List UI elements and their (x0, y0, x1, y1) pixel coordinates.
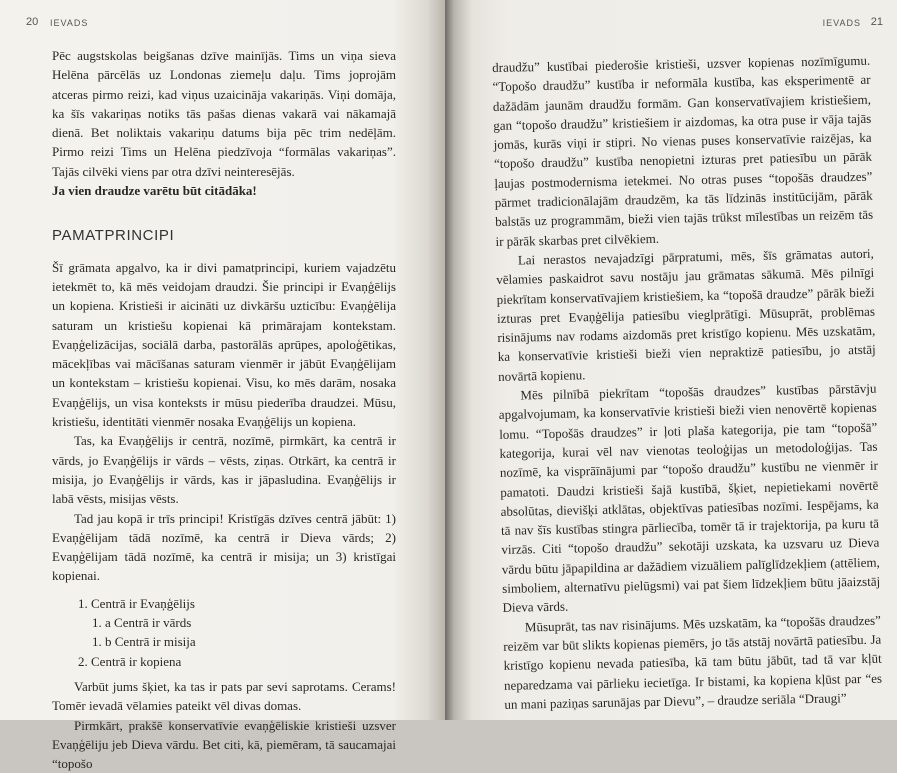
paragraph: Lai nerastos nevajadzīgi pārpratumi, mēs, šīs grāmatas autori, vēlamies paskaidrot savu nostāju jau grāmatas sākumā. Mēs pilnīgi piekrītam konservatīvajiem kristiešiem, ka “topošā draudze” pārāk bieži izturas pret Evaņģēlija patiesību vieglprātīgi. Mūsuprāt, problēmas risinājums nav rodams aizdomās pret kristīgo kopienu. Mēs uzskatām, ka konservatīvie kristieši bieži vien nepraktizē patiesību, jo atstāj novārtā kopienu. (496, 244, 877, 386)
paragraph: Šī grāmata apgalvo, ka ir divi pamatprincipi, kuriem vajadzētu ietekmēt to, kā mēs veidojam draudzi. Šie principi ir Evaņģēlijs un kopiena. Kristieši ir aicināti uz divkāršu uzticību: Evaņģēlija saturam un kristiešu kopienai kā primārajam kontekstam. Evaņģelizācijas, sociālā darba, pastorālās aprūpes, apoloģētikas, mācekļības vai mācīšanas saturam vienmēr ir jābūt Evaņģēlijam un kontekstam – kristiešu kopienai. Visu, ko mēs darām, nosaka Evaņģēlijs, un visa konteksts ir mūsu piederība draudzei. Mūsu, kristiešu, identitāti vienmēr nosaka Evaņģēlijs un kopiena. (52, 258, 396, 432)
paragraph: Pēc augstskolas beigšanas dzīve mainījās. Tims un viņa sieva Helēna pārcēlās uz Londonas ziemeļu daļu. Tims joprojām atceras pirmo reizi, kad viņus uzaicināja vakariņās. Viņi domāja, ka šīs vakariņas notiks tās pašas dienas vakarā vai nākamajā dienā. Bet noliktais vakariņu datums bija pēc trim nedēļām. Pirmo reizi Tims un Helēna piedzīvoja “formālas vakariņas”. Tajās cilvēki viens par otra dzīvi neinteresējās. (52, 46, 396, 181)
running-head: IEVADS (50, 18, 88, 28)
list-item: 1. a Centrā ir vārds (52, 613, 396, 632)
paragraph: draudžu” kustībai piederošie kristieši, uzsver kopienas nozīmīgumu. “Topošo draudžu” kustība ir neformāla kustība, kas eksperimentē ar dažādām jaunām draudžu formām. Gan konservatīvajiem kristiešiem, gan “topošo draudžu” kristiešiem ir aizdomas, ka otra puse ir vāja tajās jomās, kurās viņi ir stipri. No vienas puses konservatīvie raizējas, ka “topošo draudžu” kustība nenopietni izturas pret patiesību un pārāk ļaujas postmodernisma ietekmei. No otras puses “topošās draudzes” pārmet tradicionālajām draudzēm, ka tās līdzinās institūcijām, pārāk balstās uz programmām, bieži vien tajās trūkst mīlestības un reizēm tās ir pārāk skarbas pret cilvēkiem. (492, 51, 874, 251)
principles-list (52, 594, 396, 671)
paragraph: Tas, ka Evaņģēlijs ir centrā, nozīmē, pirmkārt, ka centrā ir vārds, jo Evaņģēlijs ir vārds – vēsts, ziņas. Otrkārt, ka centrā ir misija, jo Evaņģēlijs ir vārds, kas ir jāpasludina. Evaņģēlijs ir labā vēsts, misijas vēsts. (52, 431, 396, 508)
paragraph: Pirmkārt, prakšē konservatīvie evaņģēliskie kristieši uzsver Evaņģēliju jeb Dieva vārdu. Bet citi, kā, piemēram, tā saucamajai “topošo (52, 716, 396, 773)
paragraph: Mūsuprāt, tas nav risinājums. Mēs uzskatām, ka “topošās draudzes” reizēm var būt slikts kopienas piemērs, jo tās atstāj novārtā patiesību. Ja kristīgo kopienu nevada patiesība, kā tam būtu jābūt, tad tā var kļūt neparedzama vai pārlieku iecietīga. Ir bistami, ka kopiena kļūst par “es un mani paziņas sarunājas par Dievu”, – draudze seriāla “Draugi” (503, 610, 883, 714)
list-item: 1. b Centrā ir misija (52, 632, 396, 651)
list-item: 1. Centrā ir Evaņģēlijs (52, 594, 396, 613)
paragraph: Mēs pilnībā piekrītam “topošās draudzes” kustības pārstāvju apgalvojumam, ka konservatīvie kristieši bieži vien nenovērtē kopienas lomu. “Topošās draudzes” ir ļoti plaša kategorija, pie tam “topošā” kategorija, kurai vēl nav vienotas teoloģijas un metodoloģijas. Tas nozīmē, ka visprāīnājumi par “topošo draudžu” kustību ne vienmēr ir pamatoti. Daudzi kristieši šajā kustībā, šķiet, nepietiekami novērtē absolūtas, dievišķi atklātas, objektīvas patiesības nozīmi. Iespējams, ka tā nav šīs kustības stingra pārliecība, tomēr tā ir trajektorija, pa kuru tā virzās. Citi “topošo draudžu” sekotāji uzskata, ka uzsvaru uz Dieva vārdu būtu jāpapildina ar dažādiem vizuāliem palīglīdzekļiem (attēliem, simboliem, alternatīvu pielūgsmi) vai pat šiem līdzekļiem būtu jāaizstāj Dieva vārds. (498, 379, 880, 618)
left-body (52, 46, 396, 773)
list-item: 2. Centrā ir kopiena (52, 652, 396, 671)
paragraph: Varbūt jums šķiet, ka tas ir pats par sevi saprotams. Cerams! Tomēr ievadā vēlamies pateikt vēl divas domas. (52, 677, 396, 716)
right-page (445, 0, 897, 720)
left-page (0, 0, 445, 720)
page-number: 21 (871, 16, 883, 28)
running-head: IEVADS (823, 18, 861, 28)
page-number: 20 (26, 16, 38, 28)
right-body (492, 51, 883, 714)
section-heading: PAMATPRINCIPI (52, 226, 396, 245)
paragraph: Tad jau kopā ir trīs principi! Kristīgās dzīves centrā jābūt: 1) Evaņģēlijam tādā nozīmē, ka centrā ir Dieva vārds; 2) Evaņģēlijam tādā nozīmē, ka centrā ir misija; un 3) kristīgai kopienai. (52, 509, 396, 586)
emphasis-line: Ja vien draudze varētu būt citādāka! (52, 181, 396, 200)
